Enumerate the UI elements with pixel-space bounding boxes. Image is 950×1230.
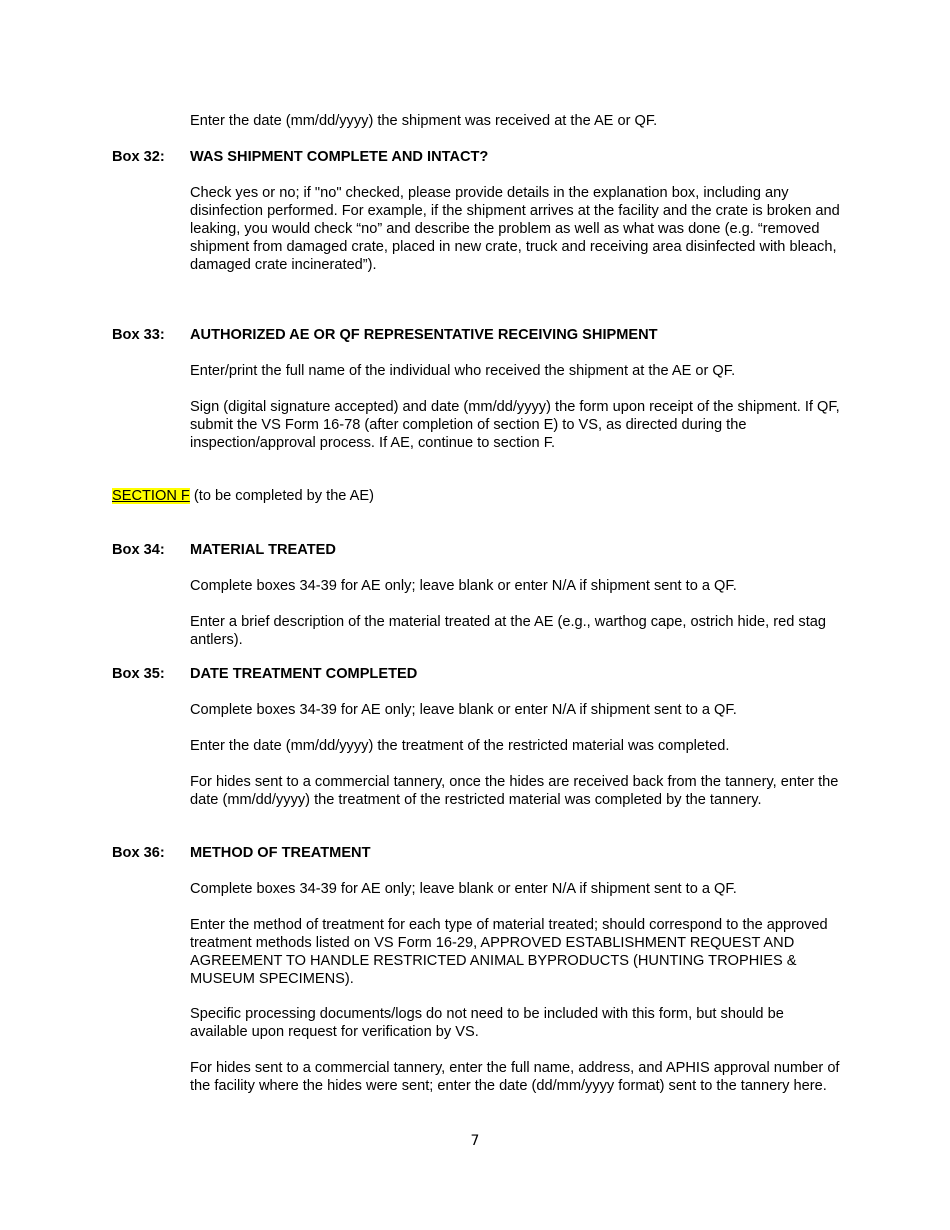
- box-35-paragraph-1: Complete boxes 34-39 for AE only; leave blank or enter N/A if shipment sent to a QF.: [190, 702, 737, 718]
- box-33-paragraph-2: Sign (digital signature accepted) and date (mm/dd/yyyy) the form upon receipt of the shipment. If QF, submit the VS Form 16-78 (after completion of section E) to VS, as directed during the inspection/approval process. If AE, continue to section F.: [190, 399, 840, 451]
- box-35-title: DATE TREATMENT COMPLETED: [190, 666, 418, 682]
- box-34-label: Box 34:: [112, 542, 165, 558]
- page-number: 7: [470, 1133, 480, 1149]
- box-34-paragraph-2: Enter a brief description of the material treated at the AE (e.g., warthog cape, ostrich hide, red stag antlers).: [190, 614, 826, 648]
- box-32-paragraph-1: Check yes or no; if "no" checked, please provide details in the explanation box, including any disinfection performed. For example, if the shipment arrives at the facility and the crate is broken and leaking, you would check “no” and describe the problem as well as what was done (e.g. “removed shipment from damaged crate, placed in new crate, truck and receiving area disinfected with bleach, damaged crate incinerated”).: [190, 185, 840, 273]
- intro-paragraph: Enter the date (mm/dd/yyyy) the shipment was received at the AE or QF.: [190, 113, 658, 129]
- box-36-paragraph-4: For hides sent to a commercial tannery, enter the full name, address, and APHIS approval number of the facility where the hides were sent; enter the date (dd/mm/yyyy format) sent to the tannery here.: [190, 1060, 840, 1094]
- section-f-label: SECTION F: [112, 488, 190, 504]
- section-f-heading: [112, 487, 374, 505]
- box-36-title: METHOD OF TREATMENT: [190, 845, 371, 861]
- box-34-title: MATERIAL TREATED: [190, 542, 336, 558]
- section-f-note: (to be completed by the AE): [193, 488, 374, 504]
- box-33-title: AUTHORIZED AE OR QF REPRESENTATIVE RECEIVING SHIPMENT: [190, 327, 658, 343]
- box-35-label: Box 35:: [112, 666, 165, 682]
- box-35-paragraph-3: For hides sent to a commercial tannery, once the hides are received back from the tannery, enter the date (mm/dd/yyyy) the treatment of the restricted material was completed by the tannery.: [190, 774, 839, 808]
- box-36-label: Box 36:: [112, 845, 165, 861]
- box-32-title: WAS SHIPMENT COMPLETE AND INTACT?: [190, 149, 489, 165]
- box-33-paragraph-1: Enter/print the full name of the individual who received the shipment at the AE or QF.: [190, 363, 736, 379]
- box-35-paragraph-2: Enter the date (mm/dd/yyyy) the treatment of the restricted material was completed.: [190, 738, 730, 754]
- box-32-label: Box 32:: [112, 149, 165, 165]
- box-34-paragraph-1: Complete boxes 34-39 for AE only; leave blank or enter N/A if shipment sent to a QF.: [190, 578, 737, 594]
- box-36-paragraph-3: Specific processing documents/logs do not need to be included with this form, but should be available upon request for verification by VS.: [190, 1006, 784, 1040]
- box-36-paragraph-1: Complete boxes 34-39 for AE only; leave blank or enter N/A if shipment sent to a QF.: [190, 881, 737, 897]
- box-33-label: Box 33:: [112, 327, 165, 343]
- box-36-paragraph-2: Enter the method of treatment for each type of material treated; should correspond to the approved treatment methods listed on VS Form 16-29, APPROVED ESTABLISHMENT REQUEST AND AGREEMENT TO HANDLE RESTRICTED ANIMAL BYPRODUCTS (HUNTING TROPHIES & MUSEUM SPECIMENS).: [190, 917, 828, 987]
